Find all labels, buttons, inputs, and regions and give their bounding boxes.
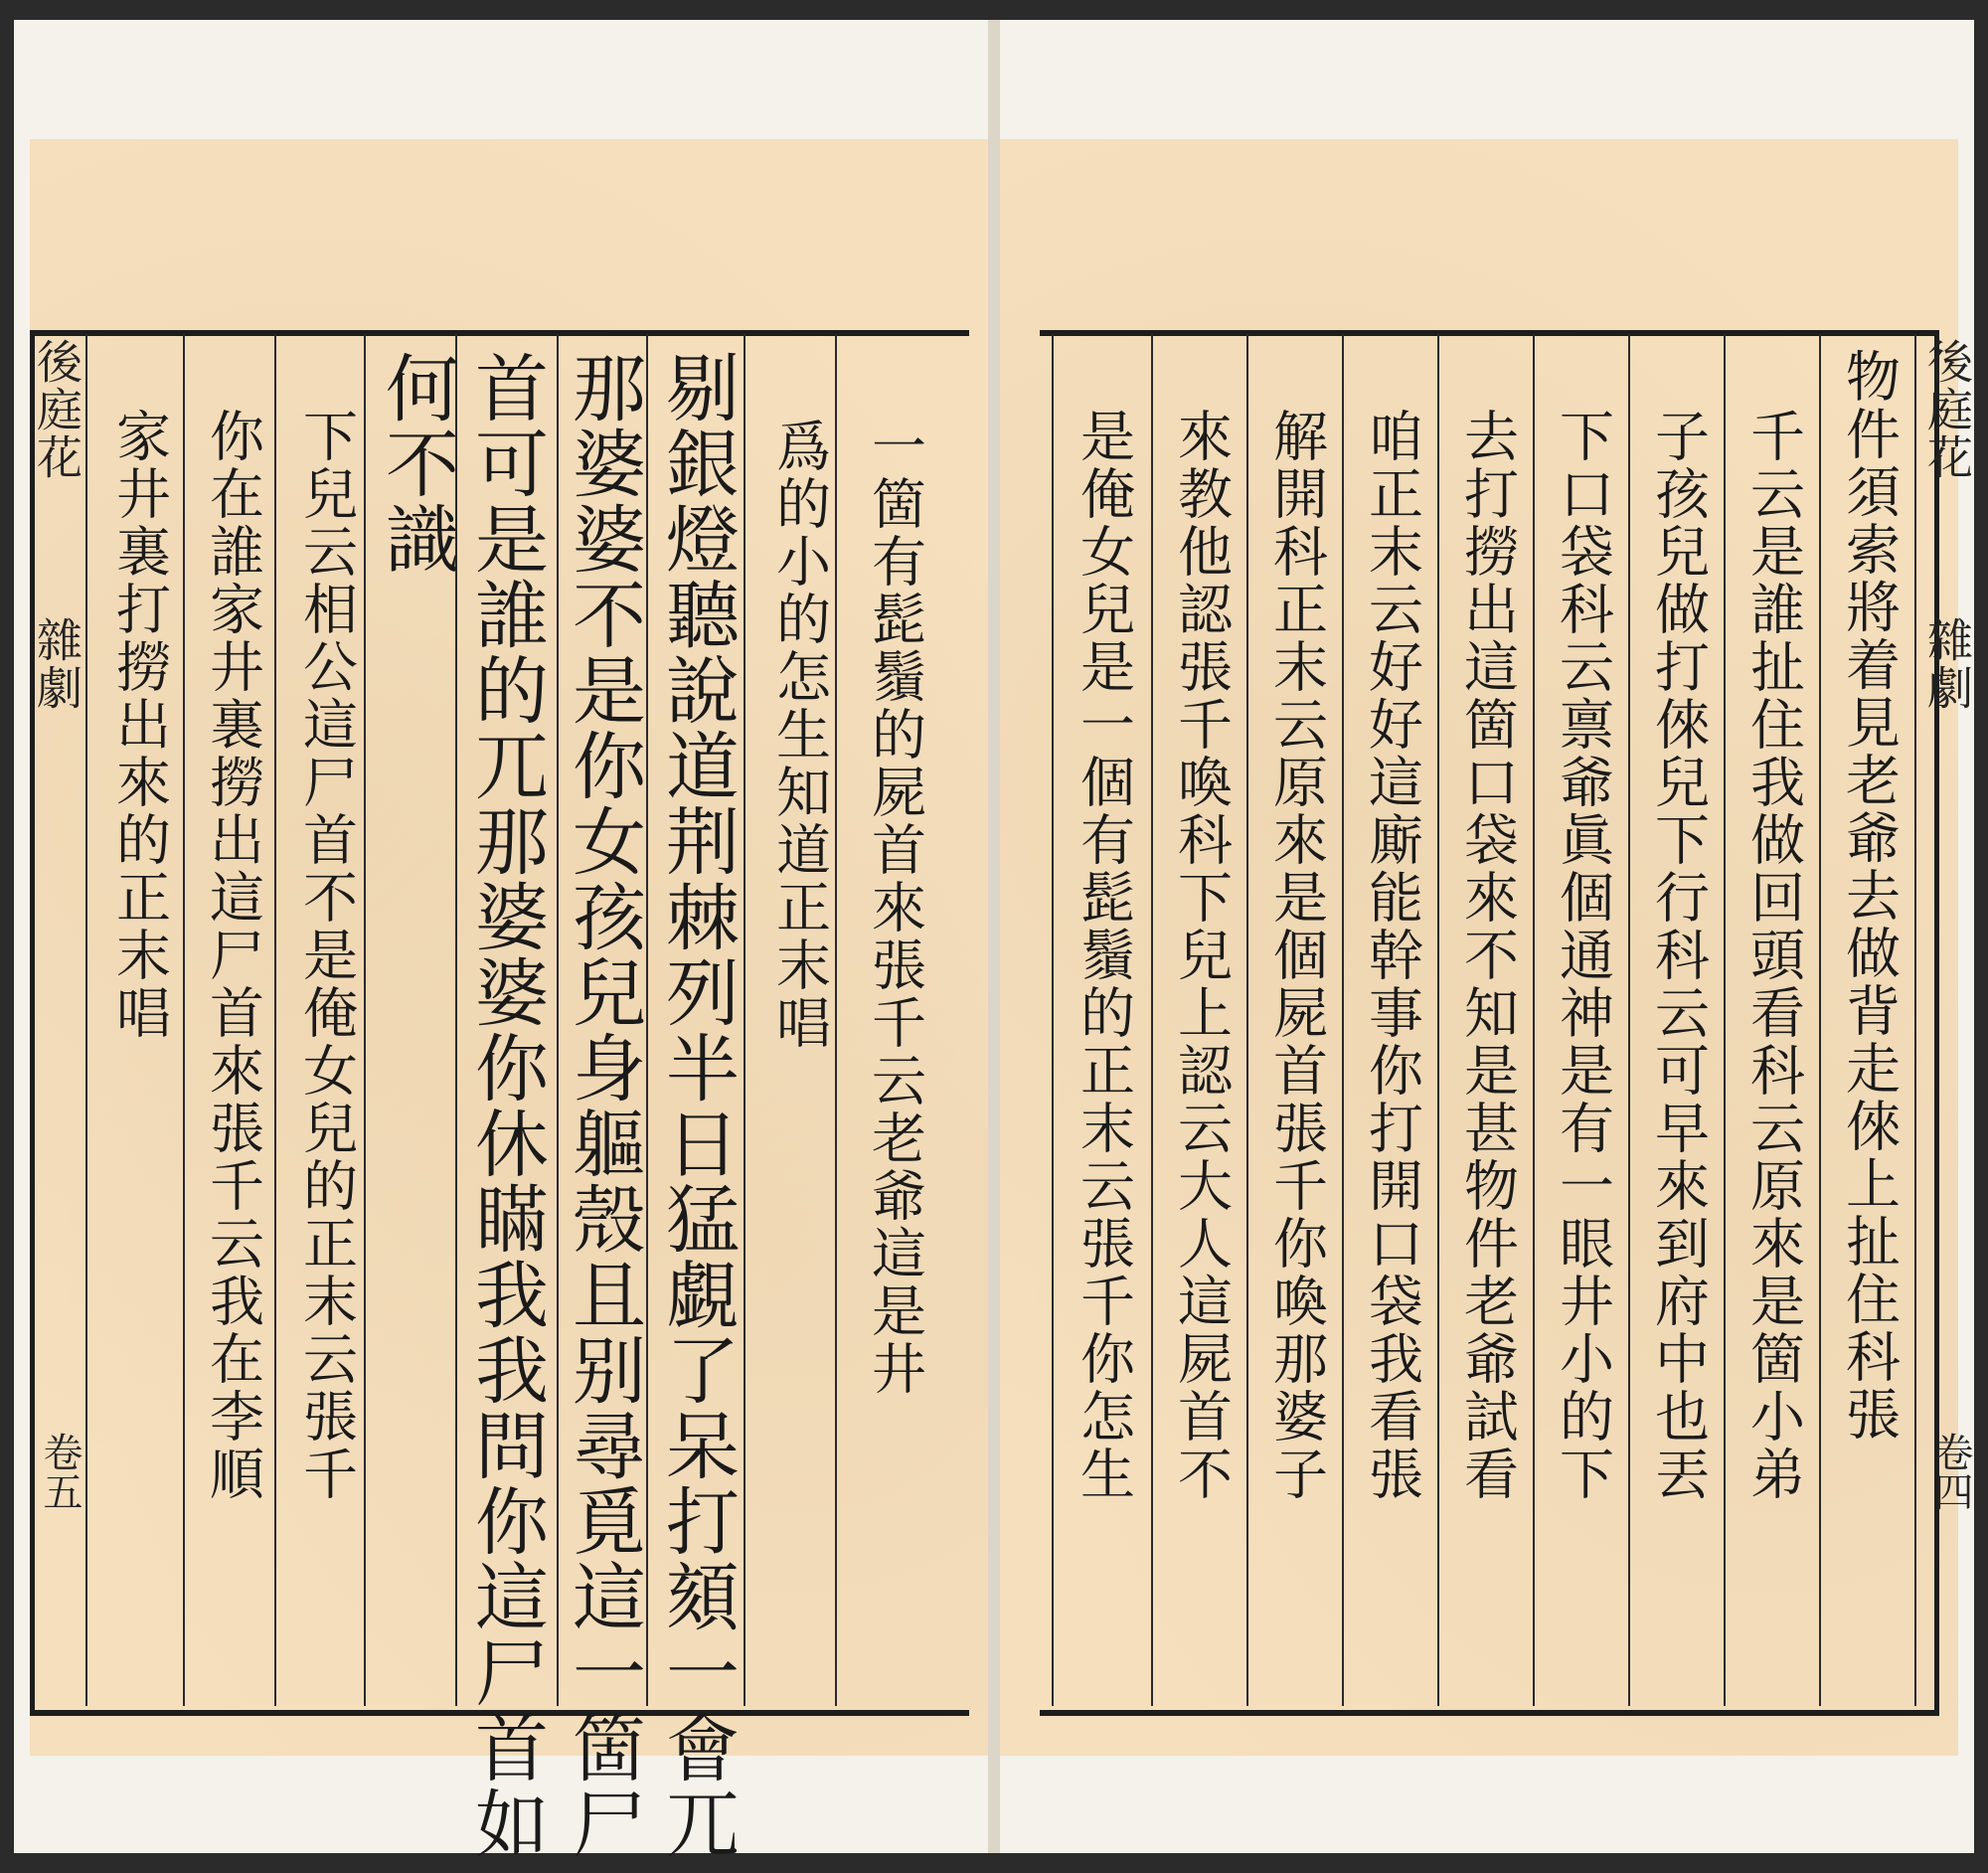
- left-column-7: 剔銀燈聽說道荆棘列半日猛覷了呆打頦一會兀: [654, 350, 740, 1861]
- left-rule-8: [835, 334, 837, 1706]
- left-rule-5: [557, 334, 559, 1706]
- right-rule-6: [1533, 334, 1535, 1706]
- left-folio: 卷五: [37, 1432, 83, 1511]
- left-column-9: 一箇有髭鬚的屍首來張千云老爺這是井: [863, 418, 926, 1398]
- left-rule-3: [364, 334, 366, 1706]
- right-column-4: 咱正末云好好這廝能幹事你打開口袋我看張: [1360, 408, 1423, 1503]
- left-rule-2: [274, 334, 276, 1706]
- left-margin-title: 後庭花: [30, 338, 83, 481]
- book-gutter: [988, 20, 1000, 1853]
- left-rule-0: [85, 334, 87, 1706]
- left-column-2: 你在誰家井裏撈出這尸首來張千云我在李順: [201, 408, 264, 1503]
- right-folio: 卷四: [1927, 1432, 1973, 1511]
- right-rule-1: [1052, 334, 1054, 1706]
- right-column-8: 千云是誰扯住我做回頭看科云原來是箇小弟: [1741, 408, 1805, 1503]
- left-column-6: 那婆婆不是你女孩兒身軀殼且别尋覓這一箇尸: [561, 350, 646, 1861]
- right-column-7: 子孩兒做打倈兒下行科云可早來到府中也丟: [1646, 408, 1710, 1503]
- right-rule-2: [1151, 334, 1153, 1706]
- right-column-9: 物件須索將着見老爺去做背走倈上扯住科張: [1837, 348, 1901, 1444]
- right-column-6: 下口袋科云禀爺眞個通神是有一眼井小的下: [1551, 408, 1614, 1503]
- right-rule-10: [1914, 334, 1916, 1706]
- right-column-5: 去打撈出這箇口袋來不知是甚物件老爺試看: [1455, 408, 1519, 1503]
- left-margin-label: 雜劇: [30, 616, 83, 712]
- right-column-2: 來教他認張千喚科下兒上認云大人這屍首不: [1169, 408, 1233, 1503]
- right-margin-title: 後庭花: [1920, 338, 1974, 481]
- right-rule-7: [1628, 334, 1630, 1706]
- right-column-1: 是俺女兒是一個有髭鬚的正末云張千你怎生: [1072, 408, 1135, 1503]
- right-column-3: 解開科正末云原來是個屍首張千你喚那婆子: [1264, 408, 1328, 1503]
- left-column-1: 家井裏打撈出來的正末唱: [107, 408, 171, 1042]
- left-rule-7: [744, 334, 746, 1706]
- right-rule-9: [1819, 334, 1821, 1706]
- right-rule-3: [1246, 334, 1248, 1706]
- left-column-4: 何不識: [374, 350, 459, 577]
- left-column-3: 下兒云相公這尸首不是俺女兒的正末云張千: [294, 408, 358, 1503]
- left-rule-6: [646, 334, 648, 1706]
- right-rule-4: [1342, 334, 1344, 1706]
- right-rule-5: [1437, 334, 1439, 1706]
- left-column-5: 首可是誰的兀那婆婆你休瞞我我問你這尸首如: [463, 350, 549, 1861]
- left-rule-1: [183, 334, 185, 1706]
- right-margin-label: 雜劇: [1920, 616, 1974, 712]
- left-column-8: 爲的小的怎生知道正末唱: [767, 418, 831, 1052]
- right-rule-8: [1724, 334, 1726, 1706]
